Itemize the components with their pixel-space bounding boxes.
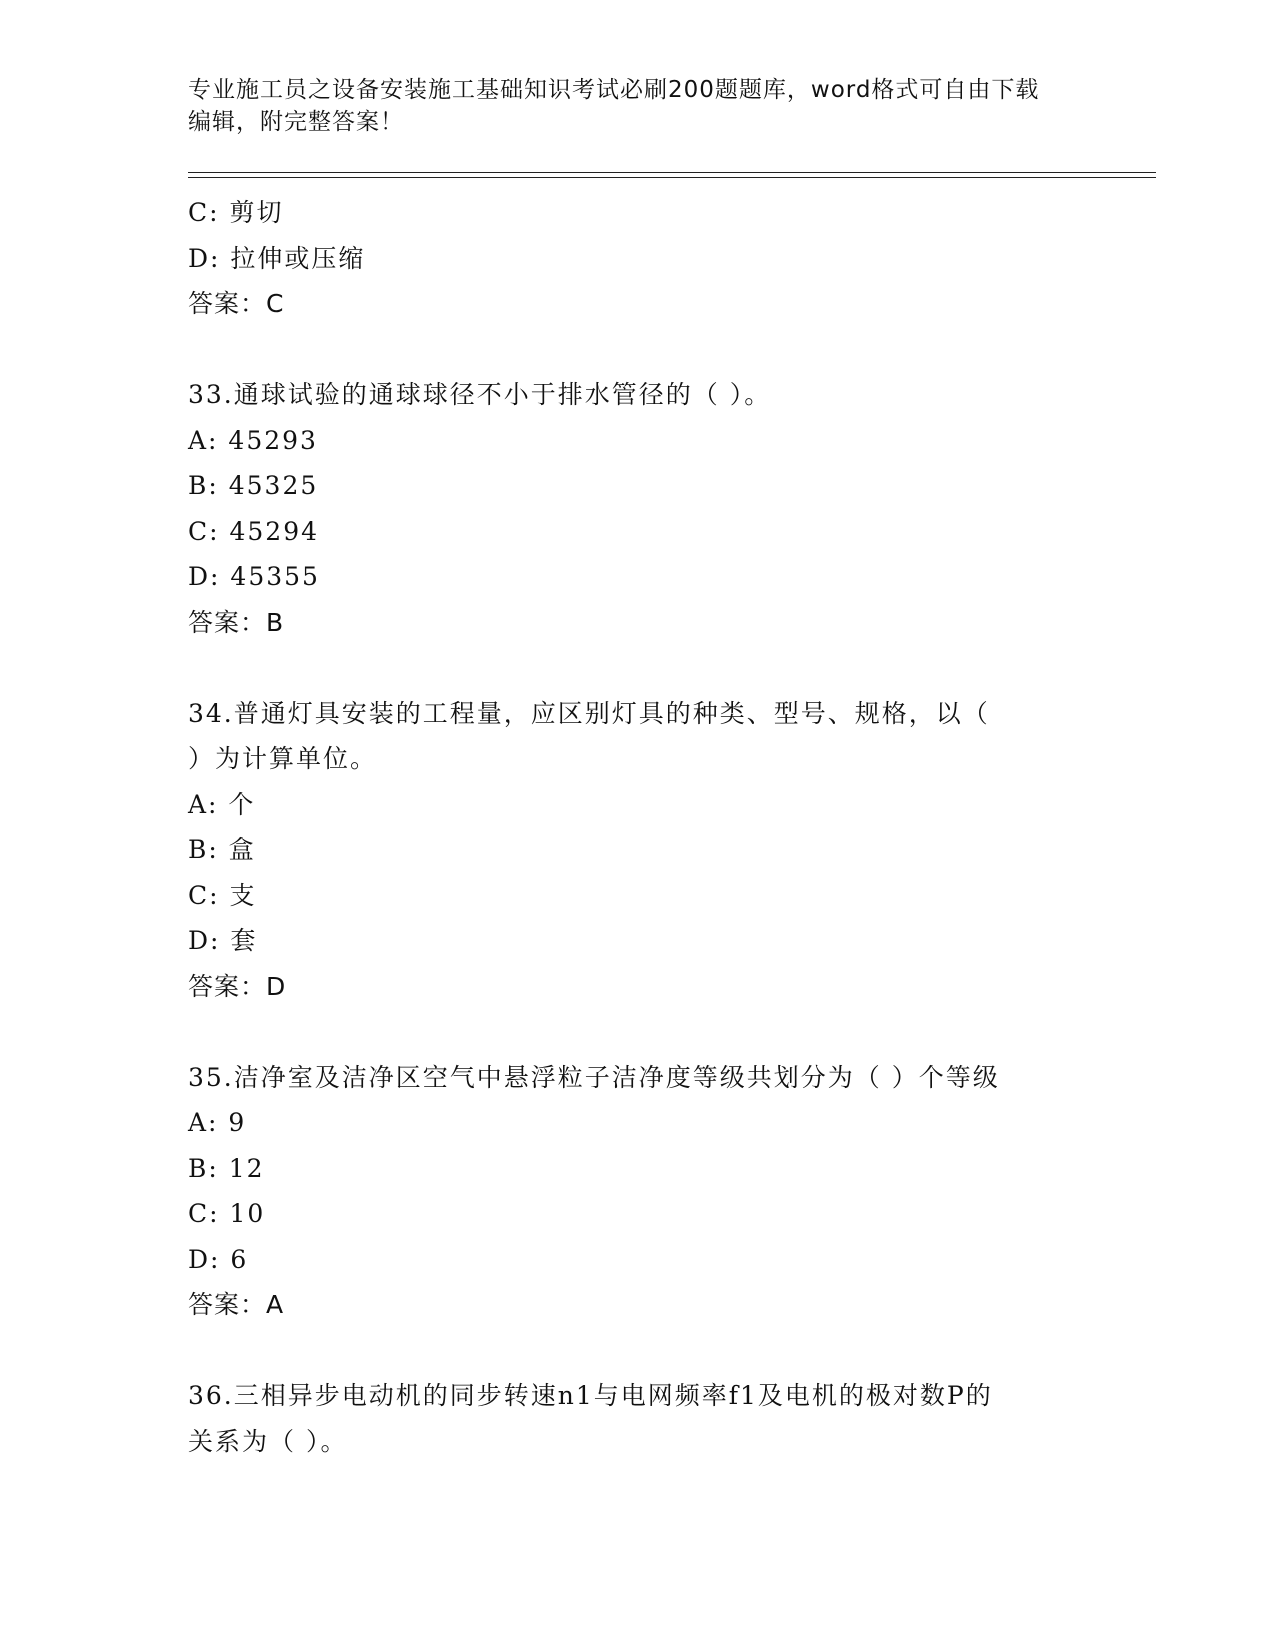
header-line-1: 专业施工员之设备安装施工基础知识考试必刷200题题库，word格式可自由下载 [188, 77, 1040, 103]
option-c: C: 10 [188, 1199, 266, 1228]
question-stem-line-2: ）为计算单位。 [188, 744, 378, 773]
option-d: D: 拉伸或压缩 [188, 243, 366, 273]
answer-line: 答案：B [188, 607, 285, 637]
option-d: D: 45355 [188, 562, 320, 591]
header-line-2: 编辑，附完整答案！ [188, 109, 404, 135]
option-d: D: 套 [188, 926, 258, 955]
document-header [188, 74, 1088, 138]
answer-line: 答案：D [188, 971, 287, 1001]
question-stem: 33.通球试验的通球球径不小于排水管径的（ ）。 [188, 380, 772, 409]
option-c: C: 支 [188, 880, 257, 910]
option-a: A: 9 [188, 1108, 247, 1137]
option-c: C: 45294 [188, 516, 320, 546]
question-list [188, 190, 1088, 1464]
header-divider-bottom [188, 177, 1156, 178]
question-stem-line-1: 34.普通灯具安装的工程量，应区别灯具的种类、型号、规格，以（ [188, 698, 990, 728]
option-d: D: 6 [188, 1244, 249, 1274]
answer-line: 答案：C [188, 289, 285, 318]
option-b: B: 45325 [188, 471, 319, 500]
question-stem-line-2: 关系为（ ）。 [188, 1426, 348, 1456]
question-stem: 35.洁净室及洁净区空气中悬浮粒子洁净度等级共划分为（ ）个等级 [188, 1062, 1000, 1092]
answer-line: 答案：A [188, 1290, 285, 1319]
option-c: C: 剪切 [188, 198, 284, 227]
question-stem-line-1: 36.三相异步电动机的同步转速n1与电网频率f1及电机的极对数P的 [188, 1381, 993, 1410]
option-a: A: 45293 [188, 425, 318, 455]
header-divider-top [188, 172, 1156, 173]
option-b: B: 盒 [188, 835, 256, 864]
option-b: B: 12 [188, 1153, 265, 1183]
option-a: A: 个 [188, 789, 256, 819]
